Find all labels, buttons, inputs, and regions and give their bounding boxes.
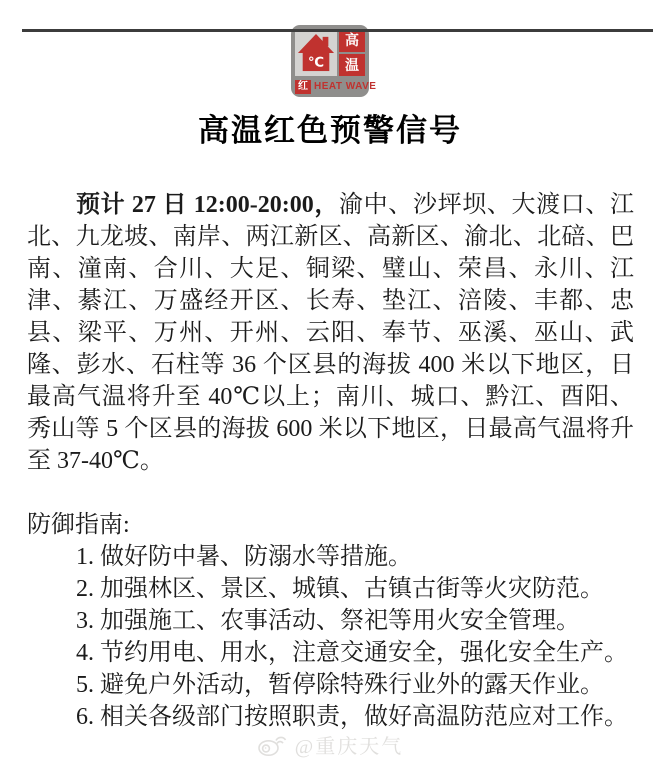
heat-wave-label: HEAT WAVE [314,81,377,92]
heat-wave-characters [339,29,365,76]
guide-item-2: 2. 加强林区、景区、城镇、古镇古街等火灾防范。 [76,576,604,602]
celsius-symbol: ℃ [307,53,325,69]
guide-item-6: 6. 相关各级部门按照职责，做好高温防范应对工作。 [76,704,628,730]
guide-item-5: 5. 避免户外活动，暂停除特殊行业外的露天作业。 [76,672,604,698]
forecast-time-lead: 预计 27 日 12:00-20:00， [76,192,340,218]
red-level-label: 红 [295,80,311,94]
defense-guide-heading: 防御指南: [27,512,130,538]
page-title: 高温红色预警信号 [198,113,462,148]
red-house-icon [297,33,335,73]
forecast-paragraph [27,189,634,477]
char-gao: 高 [339,29,365,52]
heat-wave-icon-lower [295,79,377,94]
char-wen: 温 [339,54,365,77]
defense-guide [27,509,634,733]
heat-wave-icon-upper [295,29,365,76]
guide-item-1: 1. 做好防中暑、防溺水等措施。 [76,544,412,570]
watermark-handle: @重庆天气 [294,736,404,758]
weibo-icon [257,733,287,757]
document-top-rule [22,29,653,32]
heat-wave-warning-icon [291,25,377,97]
guide-item-3: 3. 加强施工、农事活动、祭祀等用火安全管理。 [76,608,580,634]
warning-notice-page [0,25,660,766]
forecast-regions-text: 渝中、沙坪坝、大渡口、江北、九龙坡、南岸、两江新区、高新区、渝北、北碚、巴南、潼南、合川、大足、铜梁、璧山、荣昌、永川、江津、綦江、万盛经开区、长寿、垫江、涪陵、丰都、忠县、梁平、万州、开州、云阳、奉节、巫溪、巫山、武隆、彭水、石柱等 36 个区县的海拔 400 米以下地区，日最高气温将升至 40℃以上；南川、城口、黔江、酉阳、秀山等 5 个区县的海拔 600 米以下地区，日最高气温将升至 37-40℃。 [27,192,635,474]
watermark [0,730,660,759]
guide-item-4: 4. 节约用电、用水，注意交通安全，强化安全生产。 [76,640,628,666]
house-temperature-icon [295,29,337,76]
